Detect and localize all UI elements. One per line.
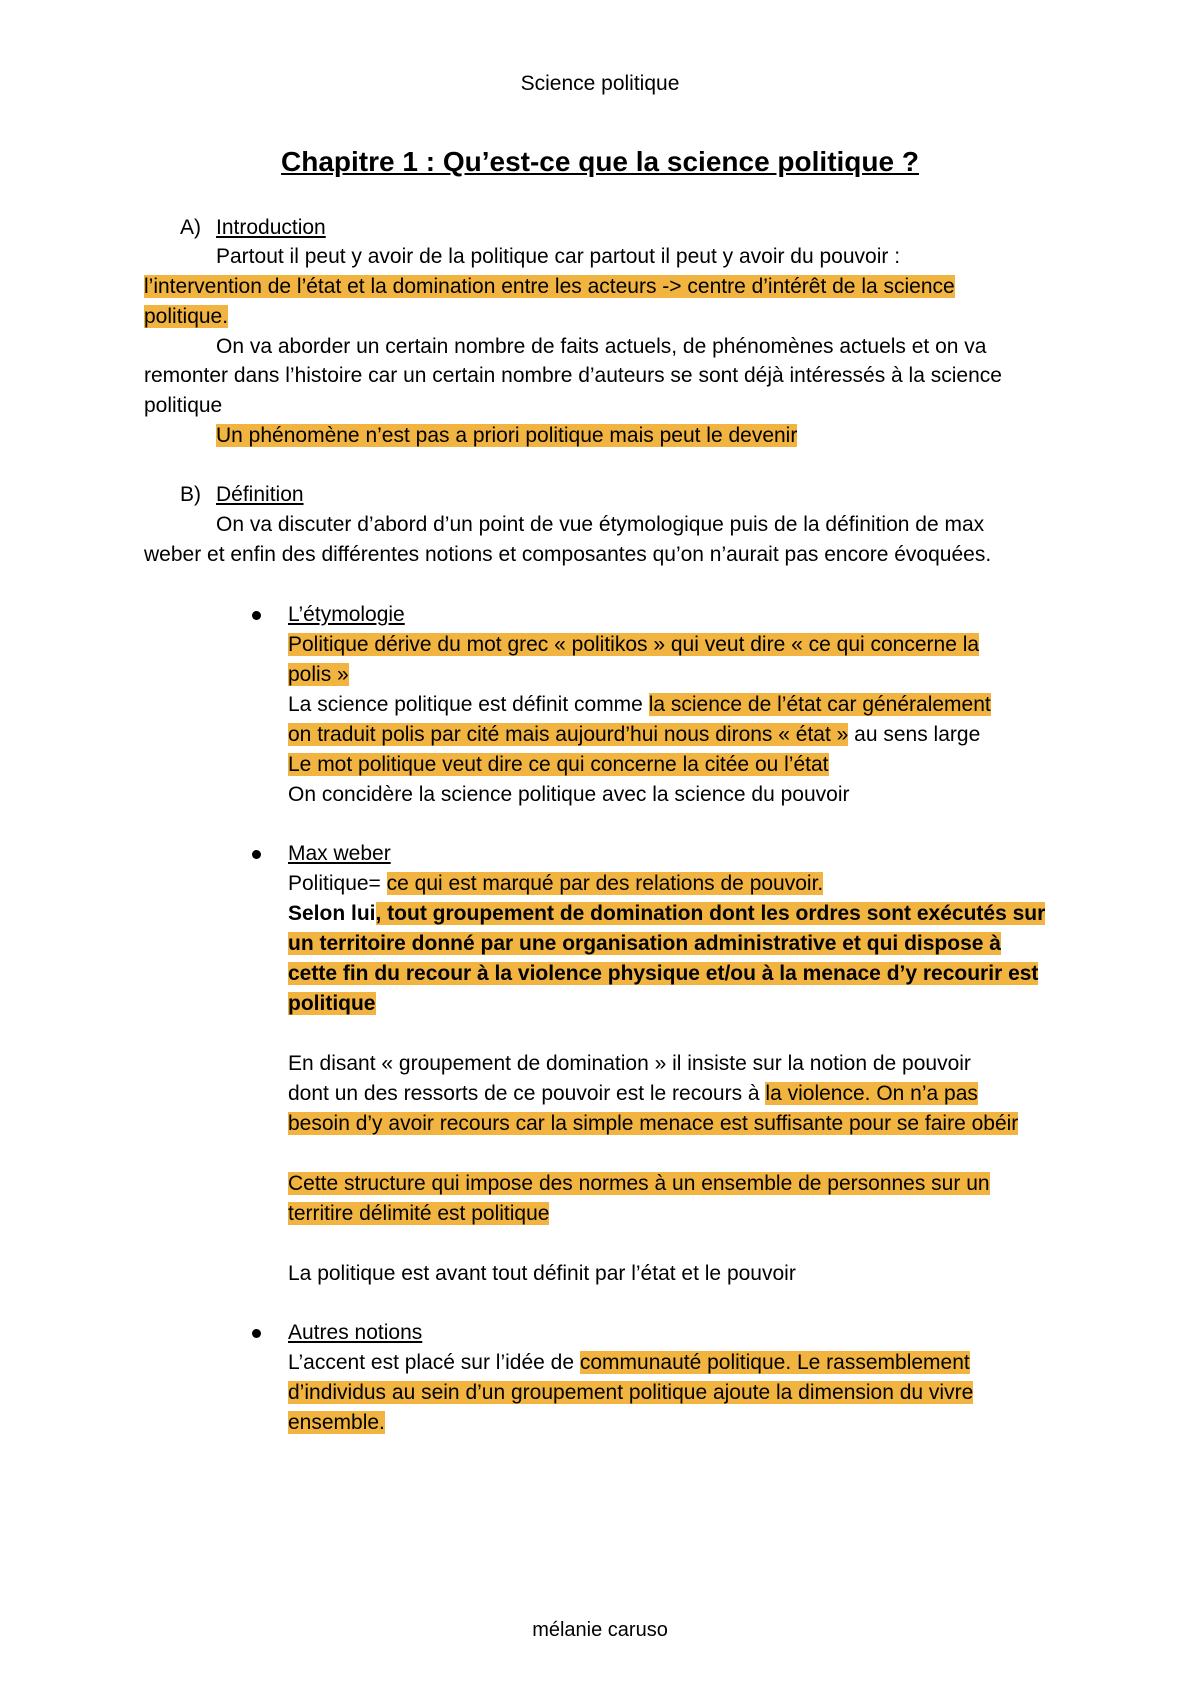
section-a-heading: Introduction [216, 216, 326, 239]
highlight: cette fin du recour à la violence physique et/ou à la menace d’y recourir est [288, 962, 1039, 985]
highlight: territire délimité est politique [288, 1202, 550, 1225]
autres-line2 [288, 1378, 973, 1407]
section-b-p1-line1: On va discuter d’abord d’un point de vue étymologique puis de la définition de max [216, 513, 985, 536]
highlight: la violence. On n’a pas [765, 1082, 978, 1105]
highlight: politique [288, 992, 376, 1015]
weber-line11: La politique est avant tout définit par l’état et le pouvoir [288, 1262, 796, 1285]
weber-line2 [288, 899, 1045, 928]
section-b-heading: Définition [216, 483, 304, 506]
section-a-p1-line3 [144, 302, 228, 331]
text: dont un des ressorts de ce pouvoir est le recours à [288, 1082, 766, 1105]
highlight: politique. [144, 305, 229, 328]
section-a-p2-line2: remonter dans l’histoire car un certain nombre d’auteurs se sont déjà intéressés à la science [144, 364, 1002, 387]
etymologie-line6: On concidère la science politique avec la science du pouvoir [288, 783, 850, 806]
highlight: Cette structure qui impose des normes à un ensemble de personnes sur un [288, 1172, 990, 1195]
highlight: Un phénomène n’est pas a priori politique mais peut le devenir [216, 424, 798, 447]
page-header: Science politique [520, 72, 680, 95]
weber-line10 [288, 1199, 549, 1228]
highlight: , tout groupement de domination dont les ordres sont exécutés sur [375, 902, 1046, 925]
etymologie-line2 [288, 660, 349, 689]
weber-line5 [288, 989, 376, 1018]
etymologie-heading: L’étymologie [288, 603, 405, 626]
section-b-letter: B) [180, 483, 201, 506]
bullet-icon [252, 1329, 261, 1338]
etymologie-line3 [288, 690, 991, 719]
etymologie-line5 [288, 750, 829, 779]
autres-line1 [288, 1348, 970, 1377]
weber-line6: En disant « groupement de domination » il insiste sur la notion de pouvoir [288, 1052, 971, 1075]
autres-line3 [288, 1408, 385, 1437]
highlight: ensemble. [288, 1411, 385, 1434]
weber-line7 [288, 1079, 978, 1108]
section-b-p1-line2: weber et enfin des différentes notions et composantes qu’on n’aurait pas encore évoquées. [144, 543, 992, 566]
section-a-p1-line2 [144, 272, 955, 301]
highlight: on traduit polis par cité mais aujourd’hui nous dirons « état » [288, 723, 849, 746]
chapter-title: Chapitre 1 : Qu’est-ce que la science politique ? [281, 146, 919, 177]
etymologie-line1 [288, 630, 979, 659]
text: L’accent est placé sur l’idée de [288, 1351, 580, 1374]
text: Politique= [288, 872, 387, 895]
bullet-icon [252, 611, 261, 620]
text: au sens large [848, 723, 981, 746]
weber-line1 [288, 869, 823, 898]
weber-line9 [288, 1169, 990, 1198]
highlight: polis » [288, 663, 349, 686]
highlight: ce qui est marqué par des relations de pouvoir. [386, 872, 824, 895]
weber-line8 [288, 1109, 1018, 1138]
weber-line3 [288, 929, 1001, 958]
highlight: besoin d’y avoir recours car la simple menace est suffisante pour se faire obéir [288, 1112, 1019, 1135]
weber-heading: Max weber [288, 842, 391, 865]
section-a-p2-line3: politique [144, 394, 223, 417]
autres-heading: Autres notions [288, 1321, 423, 1344]
bullet-icon [252, 850, 261, 859]
etymologie-line4 [288, 720, 980, 749]
page-footer: mélanie caruso [532, 1619, 668, 1641]
highlight: Le mot politique veut dire ce qui concerne la citée ou l’état [288, 753, 829, 776]
highlight: la science de l’état car généralement [648, 693, 991, 716]
text: La science politique est définit comme [288, 693, 649, 716]
section-a-p2-line1: On va aborder un certain nombre de faits actuels, de phénomènes actuels et on va [216, 335, 987, 358]
section-a-letter: A) [180, 216, 201, 239]
highlight: un territoire donné par une organisation administrative et qui dispose à [288, 932, 1001, 955]
section-a-p3 [216, 421, 797, 450]
text: Selon lui [288, 902, 376, 925]
highlight: d’individus au sein d’un groupement politique ajoute la dimension du vivre [288, 1381, 974, 1404]
highlight: Politique dérive du mot grec « politikos » qui veut dire « ce qui concerne la [288, 633, 980, 656]
weber-line4 [288, 959, 1038, 988]
highlight: communauté politique. Le rassemblement [579, 1351, 970, 1374]
section-a-p1-line1: Partout il peut y avoir de la politique car partout il peut y avoir du pouvoir : [216, 245, 901, 268]
highlight: l’intervention de l’état et la domination entre les acteurs -> centre d’intérêt de la science [144, 275, 955, 298]
